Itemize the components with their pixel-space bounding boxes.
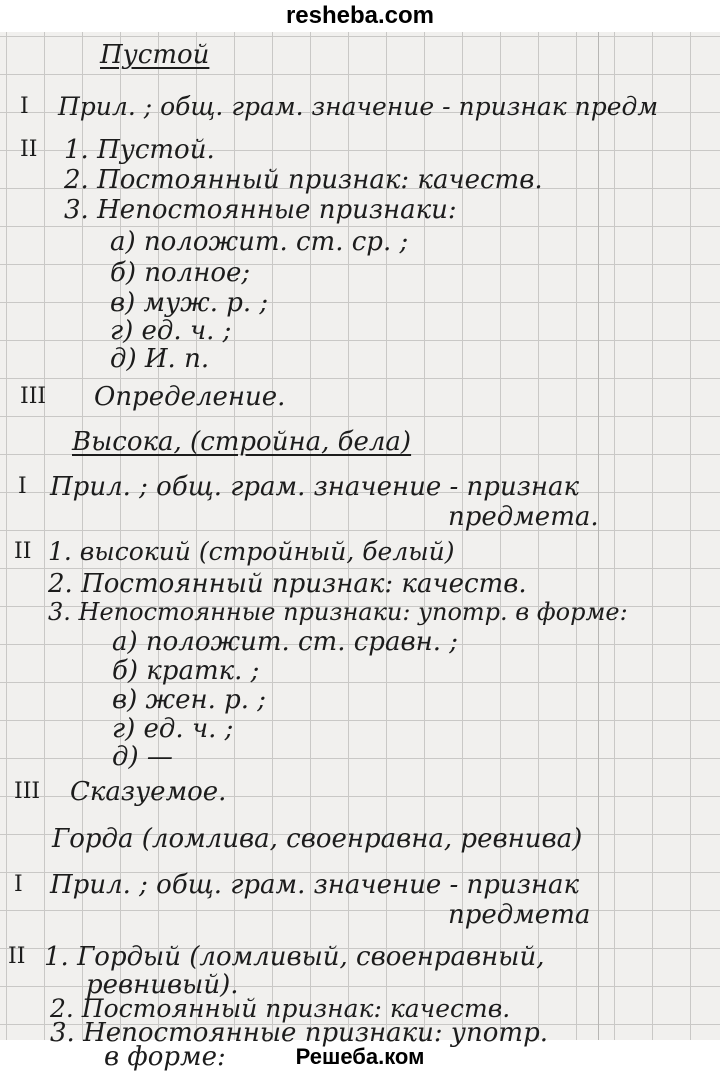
section-marker: I <box>18 474 27 499</box>
analysis-line: предмета. <box>448 502 599 532</box>
section-marker: III <box>14 779 41 804</box>
analysis-line: 1. Гордый (ломливый, своенравный, <box>44 942 545 972</box>
analysis-line: в) муж. р. ; <box>110 288 269 318</box>
section-marker: II <box>14 539 32 564</box>
analysis-line: Прил. ; общ. грам. значение - признак <box>50 870 580 900</box>
analysis-line: предмета <box>448 900 591 930</box>
analysis-line: 2. Постоянный признак: качеств. <box>64 165 543 195</box>
analysis-line: 3. Непостоянные признаки: употр. <box>50 1018 548 1048</box>
margin-line <box>598 32 599 1040</box>
heading-vysoka: Высока, (стройна, бела) <box>72 427 412 457</box>
analysis-line: 1. высокий (стройный, белый) <box>48 537 455 566</box>
analysis-line: Прил. ; общ. грам. значение - признак предм <box>58 92 659 121</box>
analysis-line: б) кратк. ; <box>112 656 260 686</box>
section-marker: III <box>20 384 47 409</box>
analysis-line: ревнивый). <box>86 970 239 1000</box>
analysis-line: б) полное; <box>110 258 251 288</box>
analysis-line: Определение. <box>94 382 286 412</box>
analysis-line: д) И. п. <box>110 344 210 374</box>
site-header[interactable]: resheba.com <box>285 2 435 29</box>
section-marker: I <box>14 872 23 897</box>
analysis-line: 3. Непостоянные признаки: <box>64 195 457 225</box>
heading-pustoy: Пустой <box>100 40 210 70</box>
analysis-line: Прил. ; общ. грам. значение - признак <box>50 472 580 502</box>
analysis-line: а) положит. ст. ср. ; <box>110 227 409 257</box>
analysis-line: 2. Постоянный признак: качеств. <box>48 569 527 599</box>
analysis-line: 2. Постоянный признак: качеств. <box>50 994 511 1023</box>
section-marker: I <box>20 94 29 119</box>
analysis-line: Сказуемое. <box>70 777 227 807</box>
analysis-line: а) положит. ст. сравн. ; <box>112 627 458 657</box>
section-marker: II <box>8 944 26 969</box>
analysis-line: г) ед. ч. ; <box>112 714 234 744</box>
analysis-line: в) жен. р. ; <box>112 685 267 715</box>
analysis-line: д) — <box>112 742 173 772</box>
analysis-line: 1. Пустой. <box>64 135 215 165</box>
analysis-line: 3. Непостоянные признаки: употр. в форме: <box>48 598 628 626</box>
section-marker: II <box>20 137 38 162</box>
site-footer[interactable]: Решеба.ком <box>295 1044 425 1069</box>
analysis-line: г) ед. ч. ; <box>110 316 232 346</box>
heading-gorda: Горда (ломлива, своенравна, ревнива) <box>52 824 583 854</box>
analysis-line: в форме: <box>104 1042 226 1072</box>
